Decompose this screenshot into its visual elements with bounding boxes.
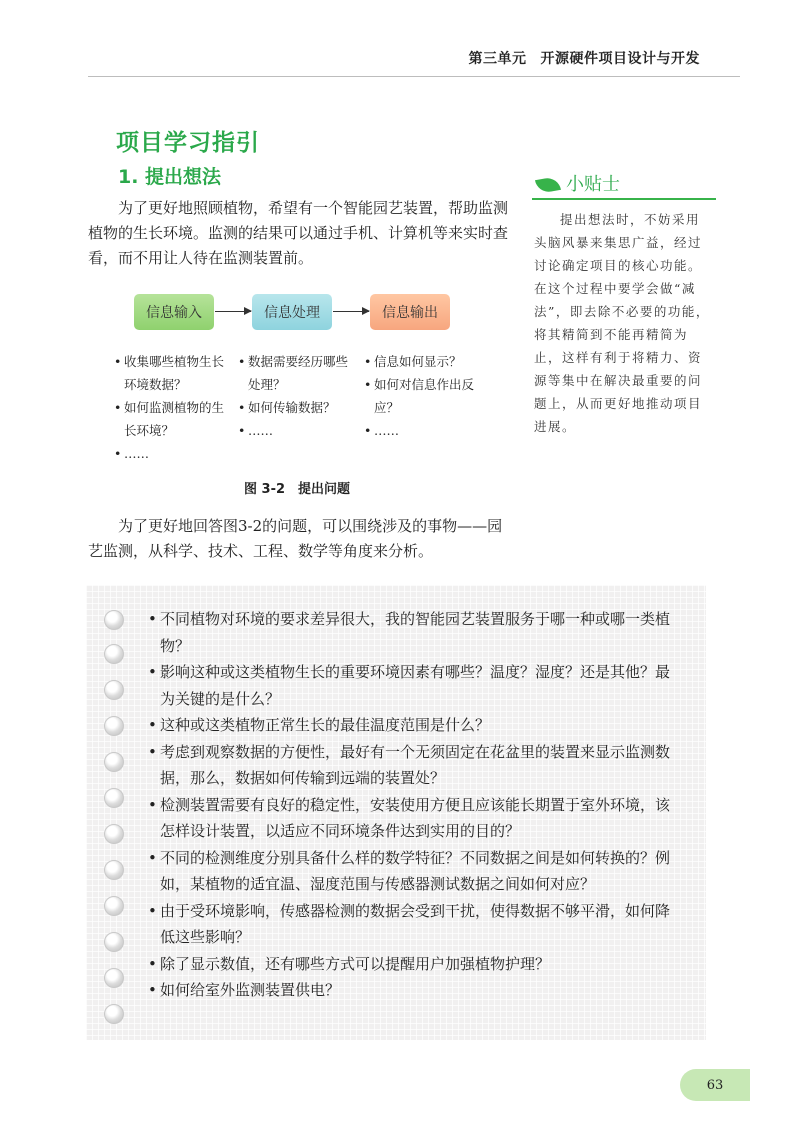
unit-title: 开源硬件项目设计与开发: [540, 51, 700, 67]
list-item: • 收集哪些植物生长环境数据？: [114, 350, 236, 396]
running-head: [469, 48, 701, 68]
question-item: • 考虑到观察数据的方便性，最好有一个无须固定在花盆里的装置来显示监测数据，那么，数据如何传输到远端的装置处？: [148, 739, 684, 792]
ring-icon: [104, 932, 124, 952]
intro-paragraph: 为了更好地照顾植物，希望有一个智能园艺装置，帮助监测植物的生长环境。监测的结果可以通过手机、计算机等来实时查看，而不用让人待在监测装置前。: [88, 199, 509, 267]
ring-icon: [104, 644, 124, 664]
question-item: • 不同的检测维度分别具备什么样的数学特征？不同数据之间是如何转换的？例如，某植物的适宜温、湿度范围与传感器测试数据之间如何对应？: [148, 845, 684, 898]
question-item: • 如何给室外监测装置供电？: [148, 977, 684, 1004]
ring-icon: [104, 860, 124, 880]
flow-diagram: [134, 294, 454, 334]
ring-icon: [104, 716, 124, 736]
process-questions: [238, 350, 360, 442]
ring-icon: [104, 752, 124, 772]
ring-icon: [104, 610, 124, 630]
question-item: • 不同植物对环境的要求差异很大，我的智能园艺装置服务于哪一种或哪一类植物？: [148, 606, 684, 659]
input-questions: [114, 350, 236, 465]
tip-text: 提出想法时，不妨采用头脑风暴来集思广益，经过讨论确定项目的核心功能。在这个过程中要学会做“减法”，即去除不必要的功能，将其精简到不能再精简为止，这样有利于将精力、资源等集中在解决最重要的问题上，从而更好地推动项目进展。: [534, 212, 710, 434]
question-item: • 除了显示数值，还有哪些方式可以提醒用户加强植物护理？: [148, 951, 684, 978]
output-questions: [364, 350, 486, 442]
subsection-title: 1. 提出想法: [118, 166, 222, 188]
figure-caption: 图 3-2 提出问题: [244, 482, 351, 497]
question-list: [148, 606, 684, 1004]
ring-icon: [104, 1004, 124, 1024]
flow-box-process: 信息处理: [252, 294, 332, 330]
page-number: 63: [680, 1069, 750, 1101]
ring-icon: [104, 968, 124, 988]
flow-box-input: 信息输入: [134, 294, 214, 330]
question-item: • 影响这种或这类植物生长的重要环境因素有哪些？温度？湿度？还是其他？最为关键的是什么？: [148, 659, 684, 712]
flow-box-output: 信息输出: [370, 294, 450, 330]
analysis-paragraph: 为了更好地回答图3-2的问题，可以围绕涉及的事物——园艺监测，从科学、技术、工程、数学等角度来分析。: [88, 517, 503, 560]
ring-icon: [104, 824, 124, 844]
list-item: • 如何传输数据？: [238, 396, 360, 419]
flow-arrow-icon: [215, 311, 251, 312]
question-item: • 这种或这类植物正常生长的最佳温度范围是什么？: [148, 712, 684, 739]
tip-divider: [532, 198, 716, 200]
list-item: • 如何监测植物的生长环境？: [114, 396, 236, 442]
list-item: • ……: [238, 419, 360, 442]
list-item: • ……: [114, 442, 236, 465]
header-rule: [88, 76, 740, 77]
leaf-icon: [535, 176, 561, 194]
list-item: • ……: [364, 419, 486, 442]
ring-icon: [104, 680, 124, 700]
tip-title: 小贴士: [566, 174, 620, 195]
ring-icon: [104, 896, 124, 916]
question-item: • 由于受环境影响，传感器检测的数据会受到干扰，使得数据不够平滑，如何降低这些影响？: [148, 898, 684, 951]
list-item: • 信息如何显示？: [364, 350, 486, 373]
ring-icon: [104, 788, 124, 808]
section-title: 项目学习指引: [116, 130, 260, 156]
question-item: • 检测装置需要有良好的稳定性，安装使用方便且应该能长期置于室外环境，该怎样设计装置，以适应不同环境条件达到实用的目的？: [148, 792, 684, 845]
unit-label: 第三单元: [468, 51, 527, 67]
list-item: • 如何对信息作出反应？: [364, 373, 486, 419]
list-item: • 数据需要经历哪些处理？: [238, 350, 360, 396]
flow-arrow-icon: [333, 311, 369, 312]
